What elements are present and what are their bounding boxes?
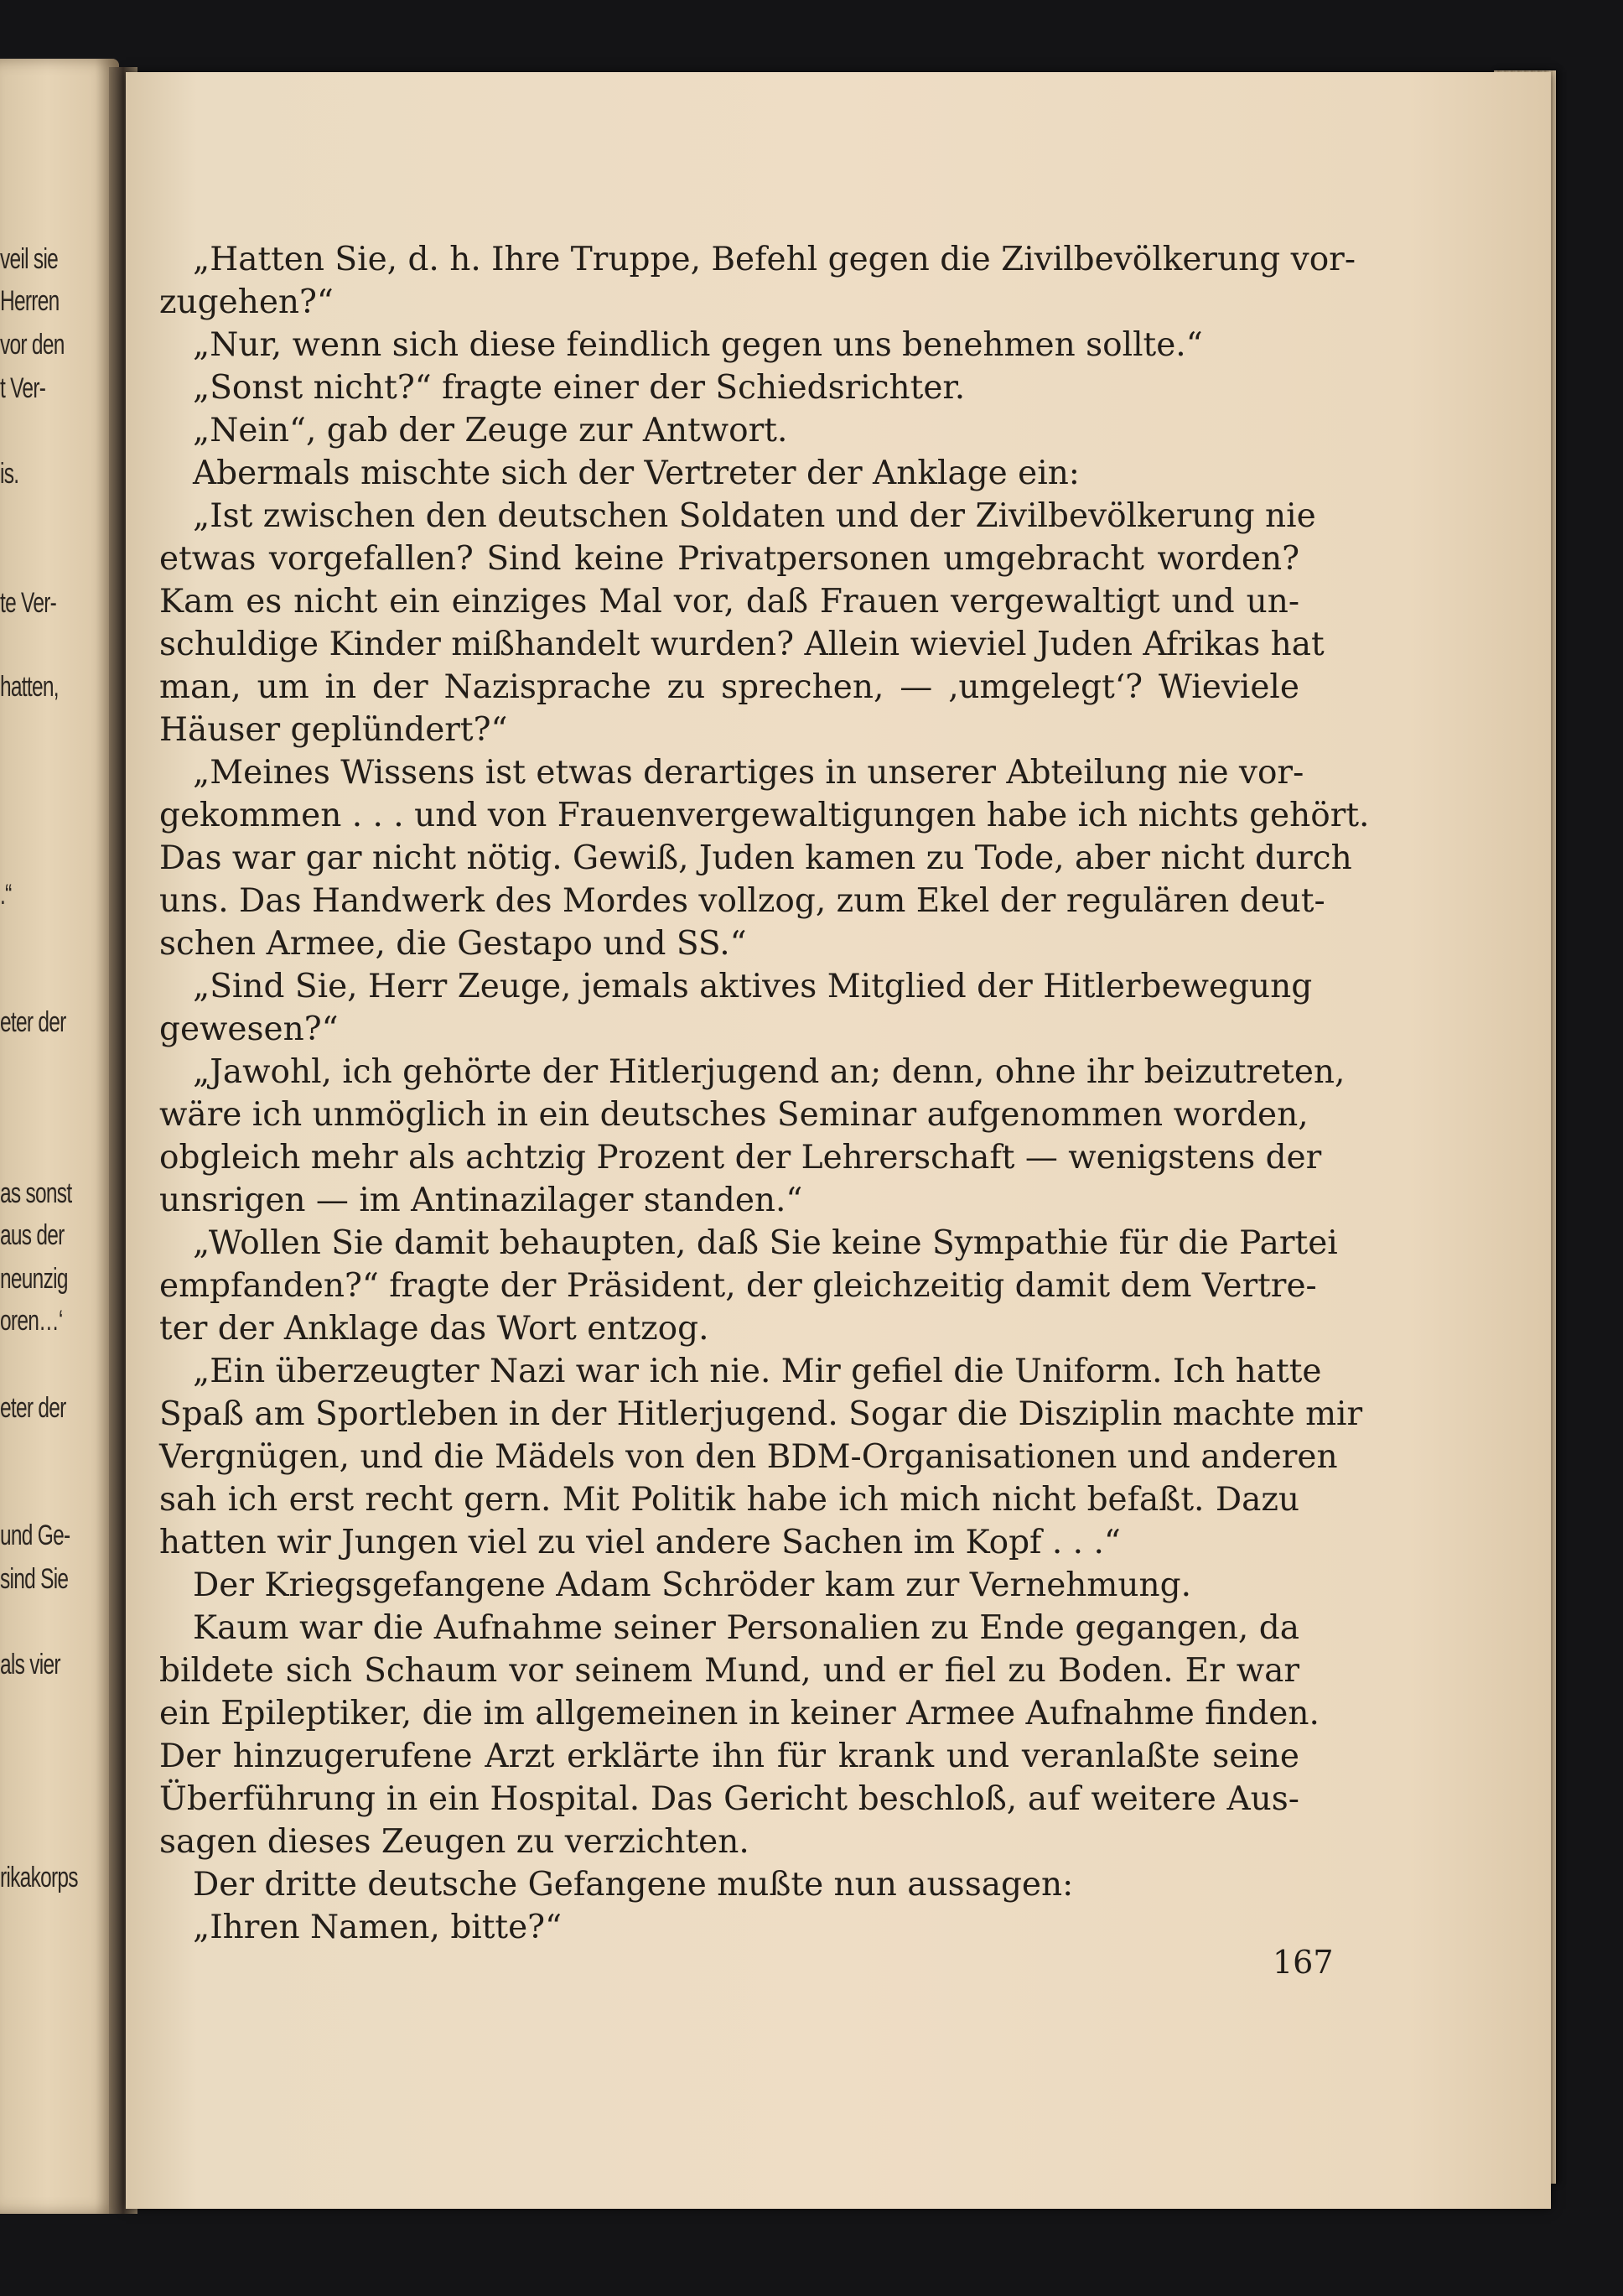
text-line: bildete sich Schaum vor seinem Mund, und er fiel zu Boden. Er war xyxy=(159,1652,1299,1690)
text-line: Der dritte deutsche Gefangene mußte nun aussagen: xyxy=(193,1866,1074,1904)
text-line: zugehen?“ xyxy=(159,283,334,321)
previous-page-fragment: veil sie xyxy=(0,243,59,275)
text-line: Das war gar nicht nötig. Gewiß, Juden kamen zu Tode, aber nicht durch xyxy=(159,839,1352,877)
previous-page-fragment: aus der xyxy=(0,1219,65,1251)
text-line: uns. Das Handwerk des Mordes vollzog, zum Ekel der regulären deut- xyxy=(159,882,1325,920)
previous-page-fragment: eter der xyxy=(0,1006,66,1038)
page-number: 167 xyxy=(1273,1944,1334,1981)
previous-page-fragment: oren…‘ xyxy=(0,1305,63,1337)
text-line: obgleich mehr als achtzig Prozent der Lehrerschaft — wenigstens der xyxy=(159,1139,1322,1177)
text-line: Kaum war die Aufnahme seiner Personalien zu Ende gegangen, da xyxy=(193,1609,1299,1647)
text-line: empfanden?“ fragte der Präsident, der gleichzeitig damit dem Vertre- xyxy=(159,1267,1317,1305)
text-line: „Wollen Sie damit behaupten, daß Sie keine Sympathie für die Partei xyxy=(193,1224,1338,1262)
previous-page-fragment: als vier xyxy=(0,1649,60,1680)
text-line: „Ein überzeugter Nazi war ich nie. Mir gefiel die Uniform. Ich hatte xyxy=(193,1353,1322,1390)
text-line: „Sind Sie, Herr Zeuge, jemals aktives Mitglied der Hitlerbewegung xyxy=(193,968,1313,1005)
previous-page-fragment: t Ver- xyxy=(0,372,46,404)
text-line: schuldige Kinder mißhandelt wurden? Allein wieviel Juden Afrikas hat xyxy=(159,626,1325,663)
text-line: Der hinzugerufene Arzt erklärte ihn für krank und veranlaßte seine xyxy=(159,1738,1299,1775)
text-line: schen Armee, die Gestapo und SS.“ xyxy=(159,925,747,963)
previous-page-fragment: eter der xyxy=(0,1392,66,1424)
text-line: Häuser geplündert?“ xyxy=(159,711,508,749)
text-line: Spaß am Sportleben in der Hitlerjugend. Sogar die Disziplin machte mir xyxy=(159,1395,1363,1433)
text-line: „Hatten Sie, d. h. Ihre Truppe, Befehl gegen die Zivilbevölkerung vor- xyxy=(193,241,1356,278)
text-line: ein Epileptiker, die im allgemeinen in keiner Armee Aufnahme finden. xyxy=(159,1695,1320,1732)
text-line: Der Kriegsgefangene Adam Schröder kam zur Vernehmung. xyxy=(193,1566,1192,1604)
text-line: „Meines Wissens ist etwas derartiges in unserer Abteilung nie vor- xyxy=(193,754,1304,792)
previous-page-strip xyxy=(0,59,119,2214)
text-line: etwas vorgefallen? Sind keine Privatpersonen umgebracht worden? xyxy=(159,540,1299,578)
text-line: hatten wir Jungen viel zu viel andere Sachen im Kopf . . .“ xyxy=(159,1524,1121,1561)
text-line: sah ich erst recht gern. Mit Politik habe ich mich nicht befaßt. Dazu xyxy=(159,1481,1299,1519)
text-line: „Sonst nicht?“ fragte einer der Schiedsrichter. xyxy=(193,369,966,407)
previous-page-fragment: is. xyxy=(0,458,19,490)
previous-page-fragment: rikakorps xyxy=(0,1862,78,1893)
text-line: Kam es nicht ein einziges Mal vor, daß Frauen vergewaltigt und un- xyxy=(159,583,1299,621)
text-line: man, um in der Nazisprache zu sprechen, — ‚umgelegt‘? Wieviele xyxy=(159,668,1299,706)
text-line: sagen dieses Zeugen zu verzichten. xyxy=(159,1823,749,1861)
text-line: Vergnügen, und die Mädels von den BDM-Organisationen und anderen xyxy=(159,1438,1338,1476)
previous-page-fragment: neunzig xyxy=(0,1263,68,1295)
text-line: gewesen?“ xyxy=(159,1010,339,1048)
text-line: „Nein“, gab der Zeuge zur Antwort. xyxy=(193,412,788,449)
text-line: unsrigen — im Antinazilager standen.“ xyxy=(159,1182,803,1219)
text-line: ter der Anklage das Wort entzog. xyxy=(159,1310,709,1348)
previous-page-fragment: hatten, xyxy=(0,671,59,703)
text-line: gekommen . . . und von Frauenvergewaltigungen habe ich nichts gehört. xyxy=(159,797,1370,834)
text-line: „Ihren Namen, bitte?“ xyxy=(193,1909,563,1946)
text-line: wäre ich unmöglich in ein deutsches Seminar aufgenommen worden, xyxy=(159,1096,1309,1134)
previous-page-fragment: vor den xyxy=(0,329,65,361)
previous-page-fragment: und Ge- xyxy=(0,1519,70,1551)
previous-page-fragment: sind Sie xyxy=(0,1563,69,1595)
text-line: Abermals mischte sich der Vertreter der Anklage ein: xyxy=(193,455,1080,492)
page-body-text xyxy=(159,238,1370,1949)
text-line: „Jawohl, ich gehörte der Hitlerjugend an; denn, ohne ihr beizutreten, xyxy=(193,1053,1346,1091)
previous-page-fragment: as sonst xyxy=(0,1177,72,1209)
text-line: „Nur, wenn sich diese feindlich gegen uns benehmen sollte.“ xyxy=(193,326,1203,364)
previous-page-fragment: Herren xyxy=(0,285,60,317)
previous-page-fragment: .“ xyxy=(0,879,12,911)
text-line: „Ist zwischen den deutschen Soldaten und der Zivilbevölkerung nie xyxy=(193,497,1316,535)
text-line: Überführung in ein Hospital. Das Gericht beschloß, auf weitere Aus- xyxy=(159,1780,1299,1818)
previous-page-fragment: te Ver- xyxy=(0,587,57,619)
